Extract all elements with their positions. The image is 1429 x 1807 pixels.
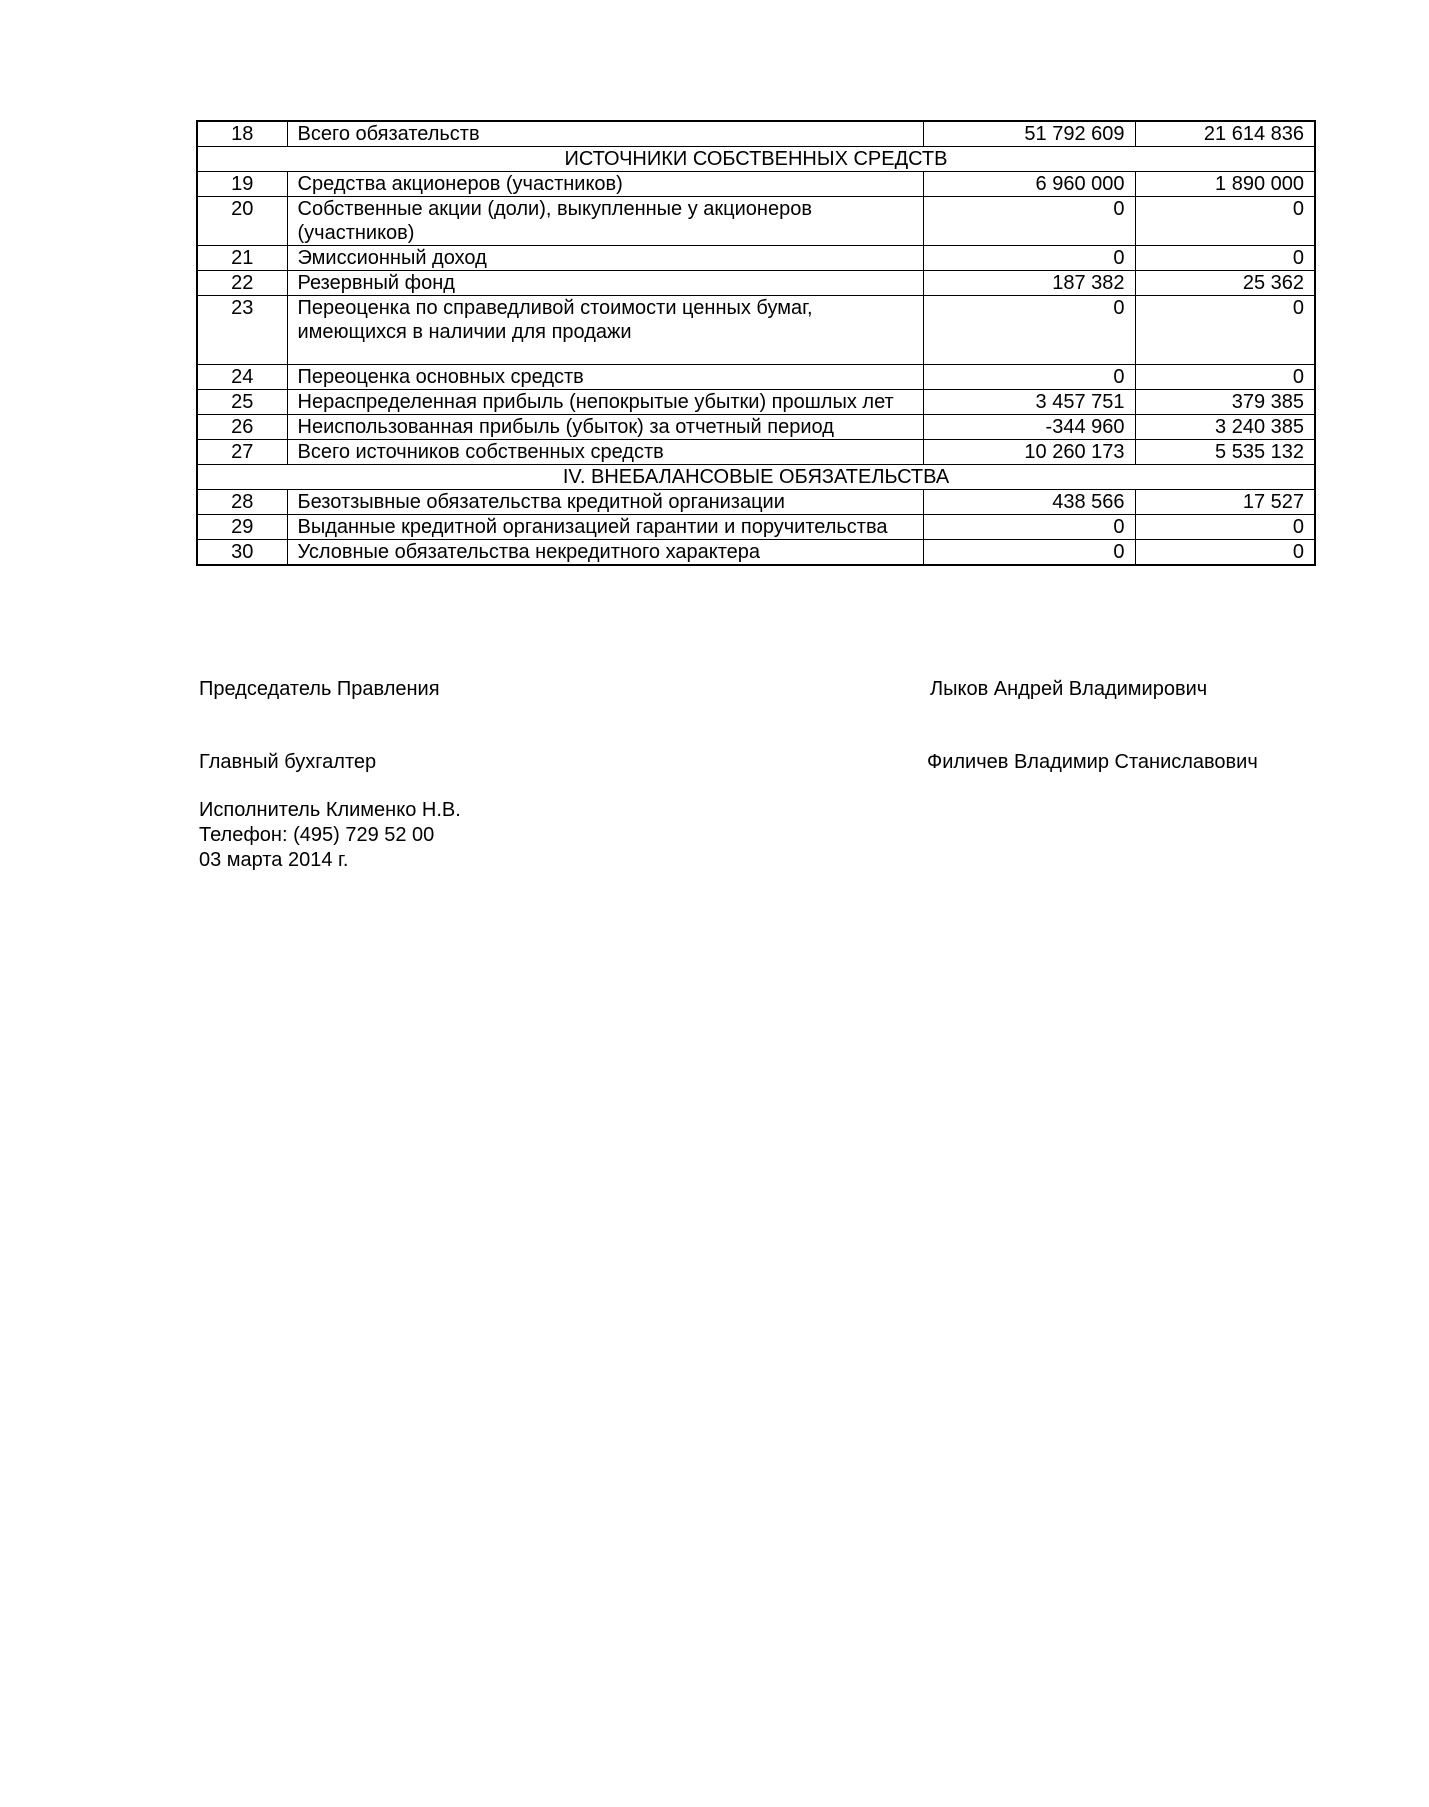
row-value-current: 0 (923, 296, 1135, 365)
executor-line: Исполнитель Клименко Н.В. (199, 799, 461, 821)
row-value-previous: 0 (1135, 515, 1315, 540)
row-number: 28 (197, 490, 287, 515)
table-row (197, 415, 1315, 440)
phone-line: Телефон: (495) 729 52 00 (199, 824, 435, 846)
row-name: Условные обязательства некредитного характера (287, 540, 923, 566)
row-value-current: 6 960 000 (923, 172, 1135, 197)
row-name: Всего источников собственных средств (287, 440, 923, 465)
row-value-current: 187 382 (923, 271, 1135, 296)
row-value-previous: 0 (1135, 246, 1315, 271)
row-number: 21 (197, 246, 287, 271)
row-value-previous: 379 385 (1135, 390, 1315, 415)
table-row (197, 390, 1315, 415)
row-number: 19 (197, 172, 287, 197)
row-value-previous: 25 362 (1135, 271, 1315, 296)
row-value-previous: 0 (1135, 365, 1315, 390)
row-value-previous: 3 240 385 (1135, 415, 1315, 440)
row-value-previous: 21 614 836 (1135, 121, 1315, 147)
row-number: 25 (197, 390, 287, 415)
chairman-title: Председатель Правления (199, 678, 440, 700)
section-title: ИСТОЧНИКИ СОБСТВЕННЫХ СРЕДСТВ (197, 147, 1315, 172)
row-value-current: 0 (923, 515, 1135, 540)
row-name: Эмиссионный доход (287, 246, 923, 271)
table-row (197, 365, 1315, 390)
row-name: Нераспределенная прибыль (непокрытые убытки) прошлых лет (287, 390, 923, 415)
row-number: 18 (197, 121, 287, 147)
table-row (197, 271, 1315, 296)
section-header-row (197, 465, 1315, 490)
balance-table (196, 120, 1316, 566)
table-row (197, 515, 1315, 540)
row-value-current: 51 792 609 (923, 121, 1135, 147)
row-value-current: 438 566 (923, 490, 1135, 515)
table-row (197, 296, 1315, 365)
row-value-previous: 1 890 000 (1135, 172, 1315, 197)
row-name: Переоценка основных средств (287, 365, 923, 390)
table-row (197, 490, 1315, 515)
row-value-current: 0 (923, 197, 1135, 246)
row-number: 22 (197, 271, 287, 296)
row-value-current: 0 (923, 540, 1135, 566)
table-row (197, 540, 1315, 566)
row-value-current: 0 (923, 246, 1135, 271)
accountant-name: Филичев Владимир Станиславович (927, 751, 1258, 773)
table-row (197, 121, 1315, 147)
row-number: 29 (197, 515, 287, 540)
row-name: Резервный фонд (287, 271, 923, 296)
date-line: 03 марта 2014 г. (199, 849, 349, 871)
row-value-current: 3 457 751 (923, 390, 1135, 415)
row-name: Всего обязательств (287, 121, 923, 147)
row-name: Собственные акции (доли), выкупленные у акционеров (участников) (287, 197, 923, 246)
chairman-name: Лыков Андрей Владимирович (930, 678, 1208, 700)
table-row (197, 440, 1315, 465)
row-value-current: 10 260 173 (923, 440, 1135, 465)
row-number: 20 (197, 197, 287, 246)
row-number: 23 (197, 296, 287, 365)
row-value-current: -344 960 (923, 415, 1135, 440)
row-number: 27 (197, 440, 287, 465)
row-name: Средства акционеров (участников) (287, 172, 923, 197)
row-number: 30 (197, 540, 287, 566)
row-name: Выданные кредитной организацией гарантии и поручительства (287, 515, 923, 540)
row-value-previous: 0 (1135, 197, 1315, 246)
accountant-title: Главный бухгалтер (199, 751, 377, 773)
row-value-previous: 5 535 132 (1135, 440, 1315, 465)
row-value-previous: 0 (1135, 296, 1315, 365)
section-title: IV. ВНЕБАЛАНСОВЫЕ ОБЯЗАТЕЛЬСТВА (197, 465, 1315, 490)
row-name: Безотзывные обязательства кредитной организации (287, 490, 923, 515)
row-value-previous: 0 (1135, 540, 1315, 566)
row-number: 24 (197, 365, 287, 390)
row-name: Неиспользованная прибыль (убыток) за отчетный период (287, 415, 923, 440)
table-row (197, 172, 1315, 197)
table-row (197, 197, 1315, 246)
row-value-previous: 17 527 (1135, 490, 1315, 515)
section-header-row (197, 147, 1315, 172)
row-number: 26 (197, 415, 287, 440)
table-row (197, 246, 1315, 271)
row-name: Переоценка по справедливой стоимости ценных бумаг, имеющихся в наличии для продажи (287, 296, 923, 365)
balance-table-body (197, 121, 1315, 565)
row-value-current: 0 (923, 365, 1135, 390)
